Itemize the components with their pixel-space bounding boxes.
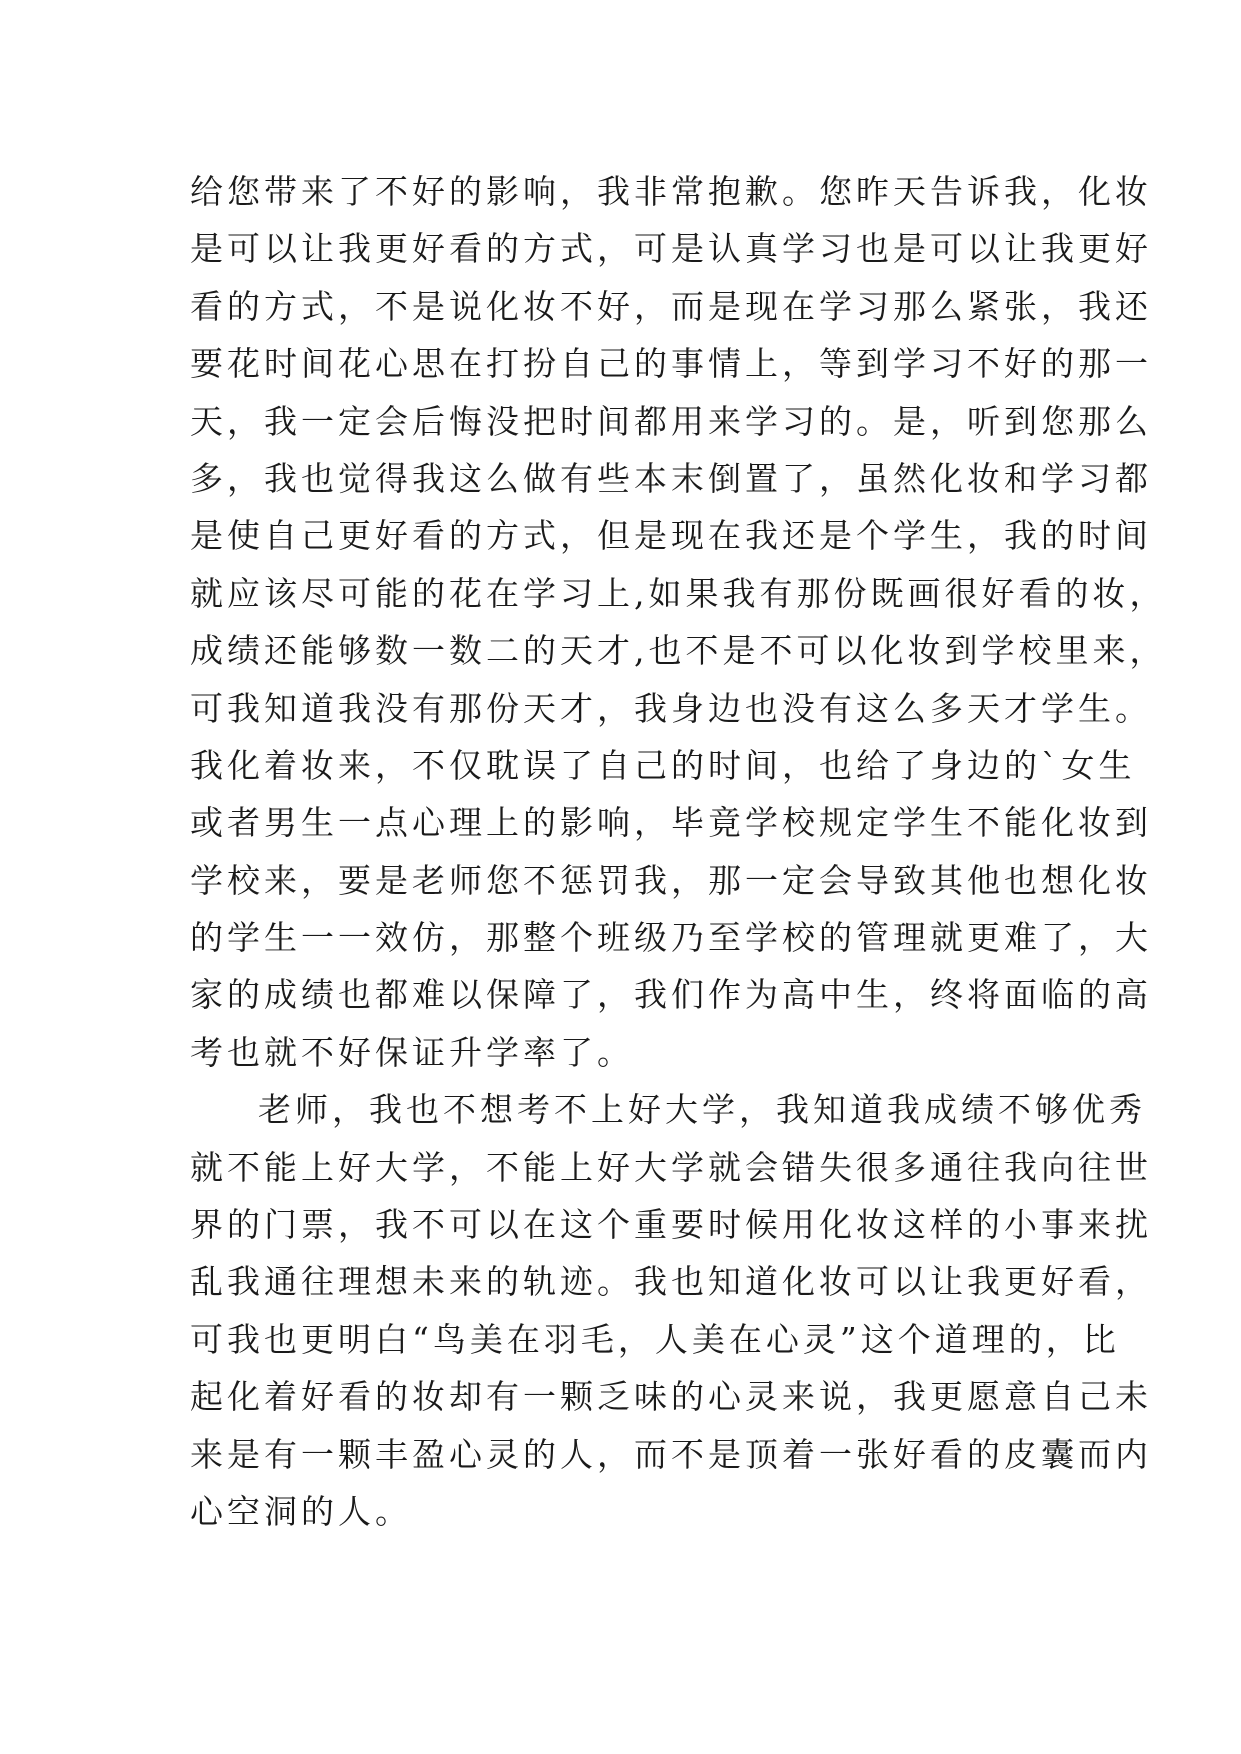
text-line: 乱我通往理想未来的轨迹。我也知道化妆可以让我更好看，: [190, 1262, 1152, 1302]
text-line: 家的成绩也都难以保障了，我们作为高中生，终将面临的高: [190, 975, 1152, 1015]
text-line: 我化着妆来，不仅耽误了自己的时间，也给了身边的`女生: [190, 745, 1136, 785]
text-line: 成绩还能够数一数二的天才,也不是不可以化妆到学校里来，: [190, 631, 1167, 671]
text-line: 起化着好看的妆却有一颗乏味的心灵来说，我更愿意自己未: [190, 1377, 1152, 1417]
text-line: 来是有一颗丰盈心灵的人，而不是顶着一张好看的皮囊而内: [190, 1434, 1152, 1474]
text-line: 可我也更明白“鸟美在羽毛，人美在心灵”这个道理的，比: [190, 1319, 1120, 1359]
text-line: 或者男生一点心理上的影响，毕竟学校规定学生不能化妆到: [190, 803, 1152, 843]
text-line: 给您带来了不好的影响，我非常抱歉。您昨天告诉我，化妆: [190, 172, 1152, 211]
text-line: 老师，我也不想考不上好大学，我知道我成绩不够优秀: [258, 1090, 1146, 1130]
text-line: 心空洞的人。: [190, 1491, 412, 1531]
document-body: [190, 163, 1167, 1540]
text-line: 界的门票，我不可以在这个重要时候用化妆这样的小事来扰: [190, 1205, 1152, 1245]
text-line: 看的方式，不是说化妆不好，而是现在学习那么紧张，我还: [190, 286, 1152, 326]
text-line: 是使自己更好看的方式，但是现在我还是个学生，我的时间: [190, 516, 1152, 556]
text-line: 是可以让我更好看的方式，可是认真学习也是可以让我更好: [190, 229, 1152, 269]
text-line: 考也就不好保证升学率了。: [190, 1032, 634, 1072]
text-line: 多，我也觉得我这么做有些本末倒置了，虽然化妆和学习都: [190, 458, 1152, 498]
text-line: 就不能上好大学，不能上好大学就会错失很多通往我向往世: [190, 1147, 1152, 1187]
text-line: 学校来，要是老师您不惩罚我，那一定会导致其他也想化妆: [190, 860, 1152, 900]
text-line: 可我知道我没有那份天才，我身边也没有这么多天才学生。: [190, 688, 1152, 728]
text-line: 天，我一定会后悔没把时间都用来学习的。是，听到您那么: [190, 401, 1152, 441]
paragraph: [190, 163, 1167, 1081]
paragraph: [190, 1081, 1152, 1540]
text-line: 就应该尽可能的花在学习上,如果我有那份既画很好看的妆，: [190, 573, 1167, 613]
text-line: 的学生一一效仿，那整个班级乃至学校的管理就更难了，大: [190, 918, 1152, 958]
text-line: 要花时间花心思在打扮自己的事情上，等到学习不好的那一: [190, 344, 1152, 384]
